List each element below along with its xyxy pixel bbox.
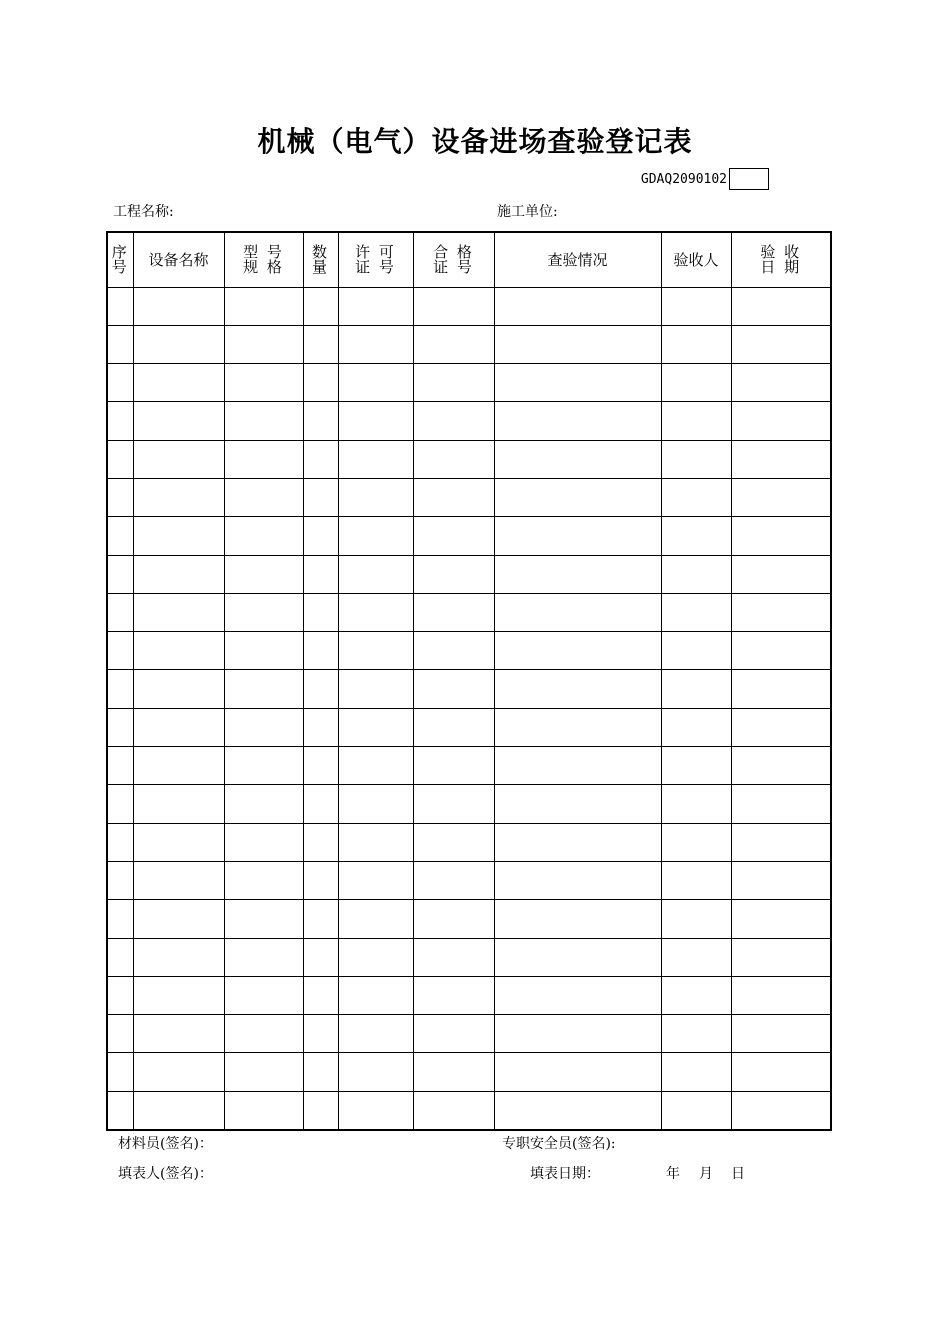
table-cell[interactable] [413, 861, 494, 899]
table-cell[interactable] [107, 938, 133, 976]
table-cell[interactable] [338, 325, 413, 363]
table-cell[interactable] [661, 785, 731, 823]
table-cell[interactable] [338, 785, 413, 823]
table-row [107, 785, 831, 823]
month-label: 月 [699, 1166, 713, 1182]
table-cell[interactable] [133, 478, 224, 516]
table-row [107, 747, 831, 785]
table-cell[interactable] [224, 861, 303, 899]
table-cell[interactable] [413, 708, 494, 746]
table-cell[interactable] [413, 1053, 494, 1091]
table-cell[interactable] [303, 900, 338, 938]
table-cell[interactable] [413, 555, 494, 593]
table-cell[interactable] [303, 364, 338, 402]
table-cell[interactable] [731, 517, 831, 555]
table-cell[interactable] [107, 708, 133, 746]
table-cell[interactable] [107, 900, 133, 938]
table-cell[interactable] [303, 976, 338, 1014]
table-cell[interactable] [731, 1091, 831, 1129]
table-cell[interactable] [107, 1053, 133, 1091]
material-clerk-label: 材料员(签名)： [118, 1136, 213, 1152]
table-cell[interactable] [133, 861, 224, 899]
table-cell[interactable] [413, 593, 494, 631]
header-inspection-status: 查验情况 [494, 232, 661, 287]
table-cell[interactable] [224, 747, 303, 785]
table-cell[interactable] [661, 325, 731, 363]
table-row [107, 517, 831, 555]
form-code-box[interactable] [729, 168, 769, 190]
table-cell[interactable] [338, 478, 413, 516]
table-cell[interactable] [494, 325, 661, 363]
table-cell[interactable] [731, 861, 831, 899]
table-cell[interactable] [133, 593, 224, 631]
table-cell[interactable] [731, 1015, 831, 1053]
table-cell[interactable] [413, 670, 494, 708]
table-cell[interactable] [494, 517, 661, 555]
table-cell[interactable] [224, 402, 303, 440]
table-cell[interactable] [494, 287, 661, 325]
table-cell[interactable] [661, 900, 731, 938]
table-cell[interactable] [133, 1053, 224, 1091]
table-cell[interactable] [494, 478, 661, 516]
table-cell[interactable] [413, 402, 494, 440]
table-cell[interactable] [133, 785, 224, 823]
table-row [107, 823, 831, 861]
table-cell[interactable] [133, 976, 224, 1014]
table-cell[interactable] [661, 478, 731, 516]
table-cell[interactable] [413, 823, 494, 861]
table-row [107, 364, 831, 402]
table-cell[interactable] [661, 1053, 731, 1091]
table-cell[interactable] [303, 1091, 338, 1129]
table-row [107, 1015, 831, 1053]
table-cell[interactable] [661, 593, 731, 631]
table-cell[interactable] [224, 555, 303, 593]
table-cell[interactable] [133, 1091, 224, 1129]
table-row [107, 325, 831, 363]
table-cell[interactable] [494, 785, 661, 823]
table-cell[interactable] [731, 708, 831, 746]
table-cell[interactable] [107, 478, 133, 516]
table-cell[interactable] [661, 861, 731, 899]
table-cell[interactable] [224, 708, 303, 746]
table-cell[interactable] [731, 938, 831, 976]
table-cell[interactable] [338, 747, 413, 785]
table-cell[interactable] [338, 555, 413, 593]
table-cell[interactable] [107, 785, 133, 823]
table-cell[interactable] [303, 517, 338, 555]
table-cell[interactable] [661, 938, 731, 976]
table-cell[interactable] [107, 747, 133, 785]
table-cell[interactable] [494, 670, 661, 708]
table-cell[interactable] [224, 900, 303, 938]
table-cell[interactable] [661, 1091, 731, 1129]
table-row [107, 1053, 831, 1091]
table-cell[interactable] [731, 593, 831, 631]
table-cell[interactable] [133, 364, 224, 402]
table-cell[interactable] [338, 1091, 413, 1129]
table-row [107, 478, 831, 516]
table-cell[interactable] [133, 632, 224, 670]
table-cell[interactable] [731, 325, 831, 363]
table-cell[interactable] [224, 287, 303, 325]
table-row [107, 900, 831, 938]
table-cell[interactable] [731, 364, 831, 402]
table-cell[interactable] [107, 1091, 133, 1129]
table-cell[interactable] [303, 1015, 338, 1053]
table-cell[interactable] [494, 555, 661, 593]
table-cell[interactable] [661, 823, 731, 861]
table-cell[interactable] [731, 976, 831, 1014]
form-title: 机械（电气）设备进场查验登记表 [257, 125, 693, 158]
table-cell[interactable] [494, 823, 661, 861]
table-cell[interactable] [413, 938, 494, 976]
table-cell[interactable] [303, 938, 338, 976]
table-cell[interactable] [107, 976, 133, 1014]
table-cell[interactable] [731, 632, 831, 670]
table-cell[interactable] [413, 517, 494, 555]
table-cell[interactable] [107, 670, 133, 708]
table-cell[interactable] [661, 287, 731, 325]
table-cell[interactable] [107, 555, 133, 593]
table-cell[interactable] [413, 325, 494, 363]
table-cell[interactable] [731, 900, 831, 938]
table-cell[interactable] [731, 478, 831, 516]
table-cell[interactable] [338, 364, 413, 402]
table-cell[interactable] [413, 785, 494, 823]
day-label: 日 [731, 1166, 745, 1182]
table-cell[interactable] [413, 364, 494, 402]
table-cell[interactable] [107, 1015, 133, 1053]
table-cell[interactable] [413, 632, 494, 670]
table-cell[interactable] [224, 325, 303, 363]
table-cell[interactable] [661, 976, 731, 1014]
table-cell[interactable] [133, 823, 224, 861]
table-cell[interactable] [133, 708, 224, 746]
table-cell[interactable] [731, 670, 831, 708]
table-cell[interactable] [303, 785, 338, 823]
table-cell[interactable] [107, 593, 133, 631]
table-cell[interactable] [494, 632, 661, 670]
table-cell[interactable] [494, 708, 661, 746]
table-cell[interactable] [413, 1015, 494, 1053]
table-cell[interactable] [133, 325, 224, 363]
table-cell[interactable] [338, 1015, 413, 1053]
table-cell[interactable] [303, 632, 338, 670]
header-acceptance-date: 验 收 日 期 [731, 232, 831, 287]
table-row [107, 861, 831, 899]
table-cell[interactable] [413, 900, 494, 938]
table-cell[interactable] [661, 440, 731, 478]
table-cell[interactable] [303, 478, 338, 516]
inspection-table [106, 231, 832, 1131]
header-equipment-name: 设备名称 [133, 232, 224, 287]
table-cell[interactable] [303, 1053, 338, 1091]
table-cell[interactable] [224, 976, 303, 1014]
table-cell[interactable] [338, 440, 413, 478]
table-cell[interactable] [731, 440, 831, 478]
table-cell[interactable] [107, 823, 133, 861]
header-certificate-no: 合 格 证 号 [413, 232, 494, 287]
table-cell[interactable] [494, 976, 661, 1014]
table-row [107, 287, 831, 325]
table-cell[interactable] [494, 1091, 661, 1129]
table-cell[interactable] [494, 861, 661, 899]
table-cell[interactable] [338, 938, 413, 976]
table-cell[interactable] [731, 823, 831, 861]
table-cell[interactable] [338, 900, 413, 938]
table-header-row [107, 232, 831, 287]
table-cell[interactable] [133, 670, 224, 708]
table-cell[interactable] [303, 402, 338, 440]
table-cell[interactable] [107, 440, 133, 478]
table-cell[interactable] [224, 440, 303, 478]
table-cell[interactable] [413, 287, 494, 325]
table-cell[interactable] [661, 747, 731, 785]
table-cell[interactable] [731, 1053, 831, 1091]
table-cell[interactable] [133, 402, 224, 440]
table-cell[interactable] [107, 517, 133, 555]
header-seq: 序 号 [107, 232, 133, 287]
table-cell[interactable] [224, 1053, 303, 1091]
table-cell[interactable] [413, 1091, 494, 1129]
table-cell[interactable] [303, 287, 338, 325]
table-cell[interactable] [661, 632, 731, 670]
table-cell[interactable] [494, 593, 661, 631]
table-cell[interactable] [224, 785, 303, 823]
table-cell[interactable] [224, 1091, 303, 1129]
table-cell[interactable] [661, 517, 731, 555]
table-cell[interactable] [338, 1053, 413, 1091]
year-label: 年 [666, 1166, 680, 1182]
table-cell[interactable] [133, 287, 224, 325]
table-row [107, 632, 831, 670]
table-cell[interactable] [661, 670, 731, 708]
table-cell[interactable] [413, 976, 494, 1014]
table-cell[interactable] [303, 593, 338, 631]
table-cell[interactable] [224, 517, 303, 555]
table-cell[interactable] [303, 440, 338, 478]
table-cell[interactable] [661, 364, 731, 402]
table-cell[interactable] [224, 364, 303, 402]
table-cell[interactable] [303, 708, 338, 746]
form-code: GDAQ2090102 [640, 172, 727, 187]
table-cell[interactable] [303, 670, 338, 708]
table-row [107, 402, 831, 440]
table-cell[interactable] [107, 861, 133, 899]
table-cell[interactable] [224, 670, 303, 708]
table-cell[interactable] [107, 325, 133, 363]
table-cell[interactable] [661, 402, 731, 440]
table-cell[interactable] [338, 823, 413, 861]
table-cell[interactable] [494, 938, 661, 976]
table-cell[interactable] [107, 402, 133, 440]
table-cell[interactable] [731, 287, 831, 325]
table-cell[interactable] [494, 747, 661, 785]
table-cell[interactable] [338, 287, 413, 325]
table-row [107, 938, 831, 976]
table-row [107, 708, 831, 746]
table-row [107, 1091, 831, 1129]
table-cell[interactable] [338, 708, 413, 746]
table-row [107, 555, 831, 593]
header-model-spec: 型 号 规 格 [224, 232, 303, 287]
construction-unit-label: 施工单位: [497, 204, 558, 220]
table-cell[interactable] [303, 555, 338, 593]
table-cell[interactable] [107, 287, 133, 325]
header-license-no: 许 可 证 号 [338, 232, 413, 287]
table-cell[interactable] [133, 555, 224, 593]
table-cell[interactable] [413, 478, 494, 516]
table-cell[interactable] [303, 747, 338, 785]
table-cell[interactable] [413, 440, 494, 478]
table-cell[interactable] [133, 900, 224, 938]
table-cell[interactable] [224, 632, 303, 670]
table-row [107, 670, 831, 708]
table-cell[interactable] [338, 861, 413, 899]
table-cell[interactable] [494, 1053, 661, 1091]
table-cell[interactable] [303, 861, 338, 899]
table-cell[interactable] [661, 1015, 731, 1053]
table-cell[interactable] [133, 517, 224, 555]
table-cell[interactable] [413, 747, 494, 785]
table-cell[interactable] [133, 440, 224, 478]
table-cell[interactable] [494, 440, 661, 478]
table-cell[interactable] [338, 632, 413, 670]
safety-officer-label: 专职安全员(签名): [502, 1136, 616, 1152]
filler-label: 填表人(签名)： [118, 1166, 213, 1182]
fill-date-label: 填表日期： [530, 1166, 600, 1182]
table-cell[interactable] [338, 976, 413, 1014]
table-cell[interactable] [224, 823, 303, 861]
table-cell[interactable] [494, 402, 661, 440]
table-cell[interactable] [338, 593, 413, 631]
table-cell[interactable] [338, 517, 413, 555]
table-cell[interactable] [338, 402, 413, 440]
table-row [107, 976, 831, 1014]
table-cell[interactable] [661, 555, 731, 593]
table-cell[interactable] [224, 478, 303, 516]
table-row [107, 593, 831, 631]
project-name-label: 工程名称: [113, 204, 174, 220]
table-cell[interactable] [133, 938, 224, 976]
table-cell[interactable] [224, 593, 303, 631]
table-cell[interactable] [303, 325, 338, 363]
table-cell[interactable] [133, 747, 224, 785]
table-cell[interactable] [661, 708, 731, 746]
table-cell[interactable] [107, 632, 133, 670]
table-cell[interactable] [224, 1015, 303, 1053]
table-row [107, 440, 831, 478]
table-cell[interactable] [133, 1015, 224, 1053]
table-cell[interactable] [494, 1015, 661, 1053]
table-cell[interactable] [494, 900, 661, 938]
header-quantity: 数 量 [303, 232, 338, 287]
table-cell[interactable] [303, 823, 338, 861]
table-cell[interactable] [731, 747, 831, 785]
table-cell[interactable] [731, 402, 831, 440]
table-cell[interactable] [731, 555, 831, 593]
table-cell[interactable] [731, 785, 831, 823]
table-cell[interactable] [224, 938, 303, 976]
header-inspector: 验收人 [661, 232, 731, 287]
table-cell[interactable] [338, 670, 413, 708]
table-cell[interactable] [494, 364, 661, 402]
table-cell[interactable] [107, 364, 133, 402]
